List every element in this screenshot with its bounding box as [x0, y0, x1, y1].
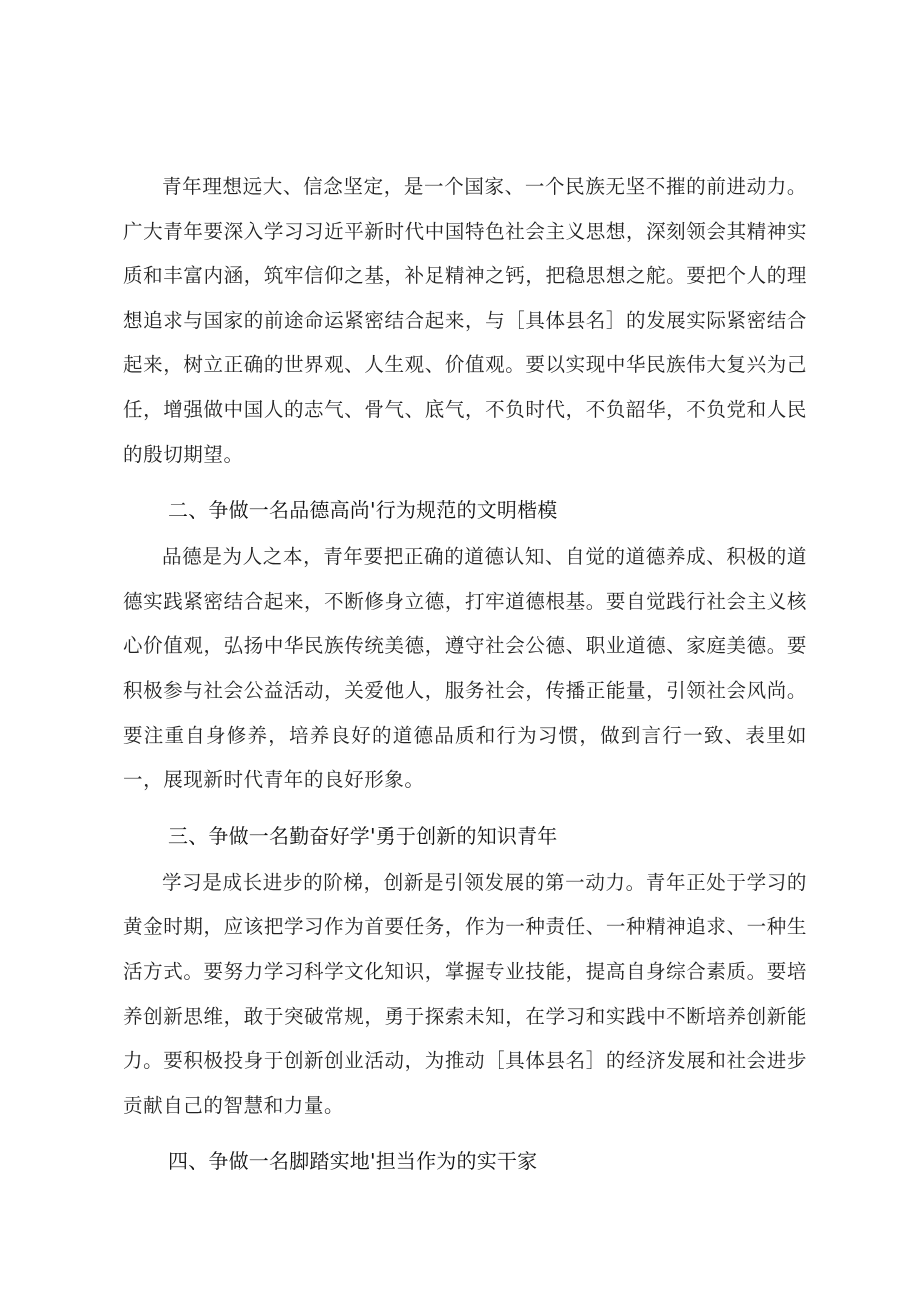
section-heading-practice: 四、争做一名脚踏实地'担当作为的实干家 — [168, 1149, 538, 1174]
section-heading-morality: 二、争做一名品德高尚'行为规范的文明楷模 — [168, 498, 558, 523]
spacer — [123, 477, 807, 485]
document-body — [123, 165, 807, 1186]
section-heading-learning: 三、争做一名勤奋好学'勇于创新的知识青年 — [168, 823, 558, 848]
paragraph-learning: 学习是成长进步的阶梯，创新是引领发展的第一动力。青年正处于学习的黄金时期，应该把学习作为首要任务，作为一种责任、一种精神追求、一种生活方式。要努力学习科学文化知识，掌握专业技能，提高自身综合素质。要培养创新思维，敢于突破常规，勇于探索未知，在学习和实践中不断培养创新能力。要积极投身于创新创业活动，为推动［具体县名］的经济发展和社会进步贡献自己的智慧和力量。 — [123, 870, 807, 1117]
spacer — [123, 803, 807, 811]
paragraph-ideals: 青年理想远大、信念坚定，是一个国家、一个民族无坚不摧的前进动力。广大青年要深入学习习近平新时代中国特色社会主义思想，深刻领会其精神实质和丰富内涵，筑牢信仰之基，补足精神之钙，把稳思想之舵。要把个人的理想追求与国家的前途命运紧密结合起来，与［具体县名］的发展实际紧密结合起来，树立正确的世界观、人生观、价值观。要以实现中华民族伟大复兴为己任，增强做中国人的志气、骨气、底气，不负时代，不负韶华，不负党和人民的殷切期望。 — [123, 175, 807, 466]
spacer — [123, 1128, 807, 1136]
paragraph-morality: 品德是为人之本，青年要把正确的道德认知、自觉的道德养成、积极的道德实践紧密结合起来，不断修身立德，打牢道德根基。要自觉践行社会主义核心价值观，弘扬中华民族传统美德，遵守社会公德、职业道德、家庭美德。要积极参与社会公益活动，关爱他人，服务社会，传播正能量，引领社会风尚。要注重自身修养，培养良好的道德品质和行为习惯，做到言行一致、表里如一，展现新时代青年的良好形象。 — [123, 545, 807, 792]
